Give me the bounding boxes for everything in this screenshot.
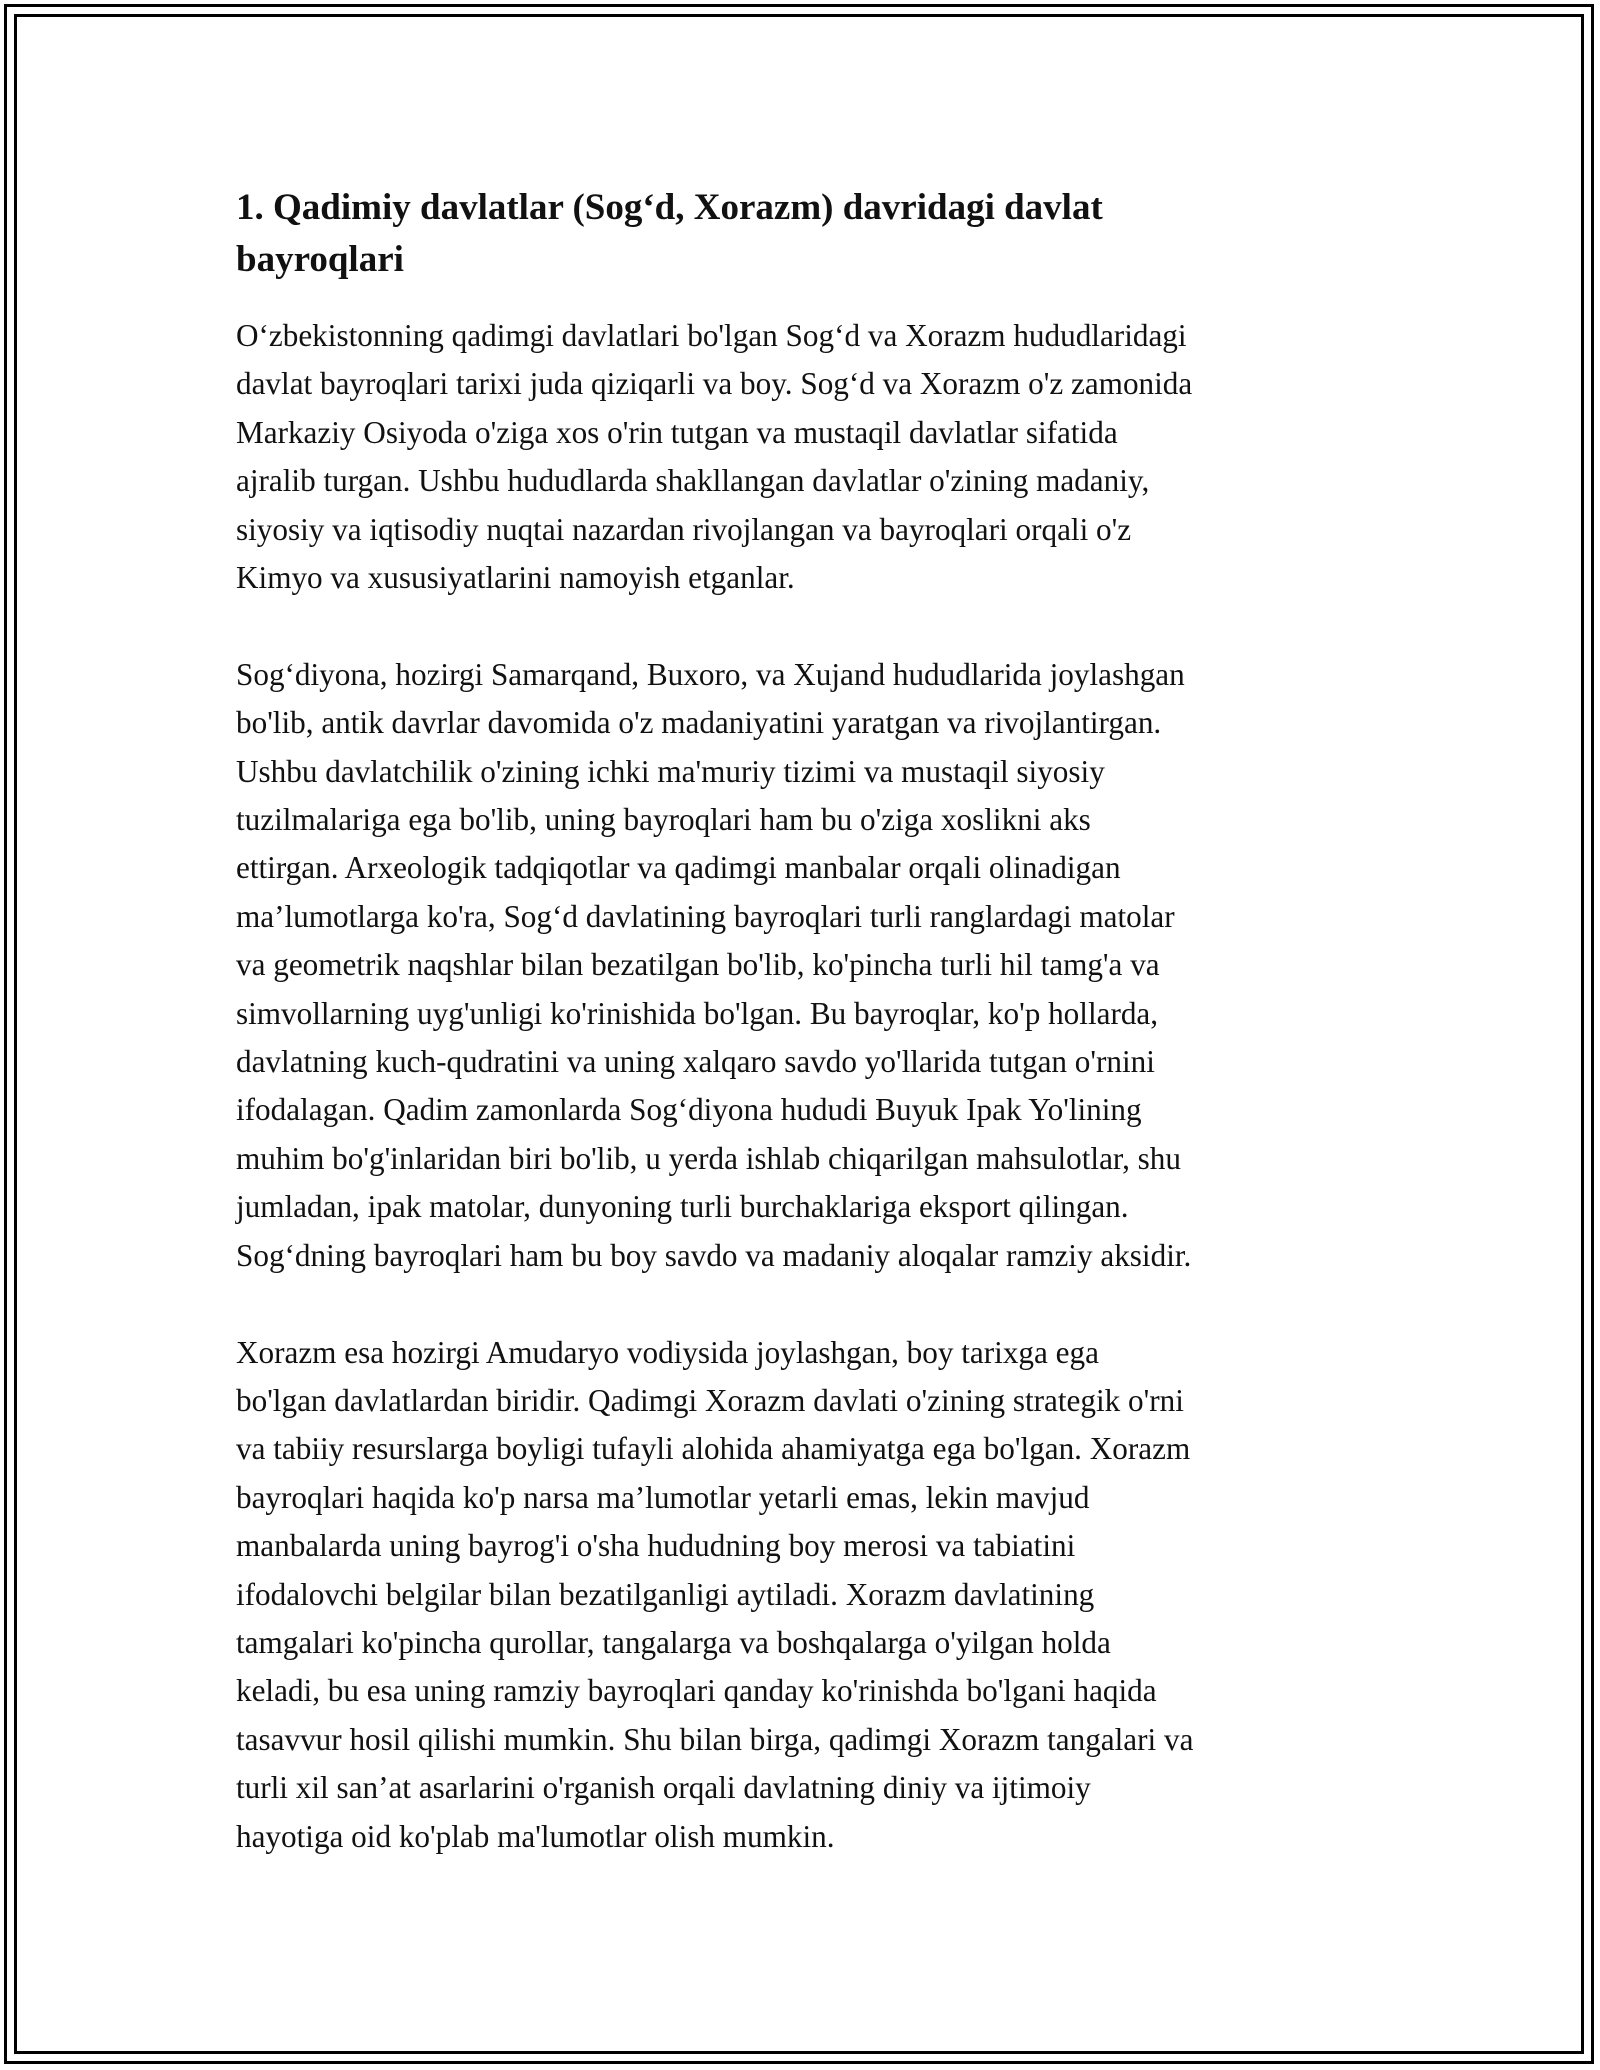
text-line: ma’lumotlarga ko'ra, Sog‘d davlatining bayroqlari turli ranglardagi matolar [236, 898, 1175, 934]
text-line: va geometrik naqshlar bilan bezatilgan bo'lib, ko'pincha turli hil tamg'a va [236, 947, 1160, 983]
text-line: turli xil san’at asarlarini o'rganish orqali davlatning diniy va ijtimoiy [236, 1770, 1091, 1806]
text-line: simvollarning uyg'unligi ko'rinishida bo'lgan. Bu bayroqlar, ko'p hollarda, [236, 995, 1159, 1031]
section-heading [236, 182, 1366, 286]
text-line: bo'lib, antik davrlar davomida o'z madaniyatini yaratgan va rivojlantirgan. [236, 705, 1162, 741]
text-line: keladi, bu esa uning ramziy bayroqlari qanday ko'rinishda bo'lgani haqida [236, 1673, 1157, 1709]
text-line: Sog‘diyona, hozirgi Samarqand, Buxoro, va Xujand hududlarida joylashgan [236, 656, 1185, 692]
text-line: bo'lgan davlatlardan biridir. Qadimgi Xorazm davlati o'zining strategik o'rni [236, 1382, 1184, 1418]
text-line: tamgalari ko'pincha qurollar, tangalarga va boshqalarga o'yilgan holda [236, 1624, 1111, 1660]
text-line: Kimyo va xususiyatlarini namoyish etganlar. [236, 560, 795, 596]
document-page [236, 182, 1366, 1861]
text-line: davlat bayroqlari tarixi juda qiziqarli va boy. Sog‘d va Xorazm o'z zamonida [236, 366, 1193, 402]
text-line: O‘zbekistonning qadimgi davlatlari bo'lgan Sog‘d va Xorazm hududlaridagi [236, 318, 1187, 353]
text-line: Xorazm esa hozirgi Amudaryo vodiysida joylashgan, boy tarixga ega [236, 1334, 1099, 1370]
text-line: Ushbu davlatchilik o'zining ichki ma'muriy tizimi va mustaqil siyosiy [236, 753, 1105, 789]
text-line: manbalarda uning bayrog'i o'sha hududning boy merosi va tabiatini [236, 1528, 1076, 1564]
text-line: muhim bo'g'inlaridan biri bo'lib, u yerda ishlab chiqarilgan mahsulotlar, shu [236, 1140, 1181, 1176]
text-line: ajralib turgan. Ushbu hududlarda shakllangan davlatlar o'zining madaniy, [236, 463, 1150, 499]
text-line: ifodalagan. Qadim zamonlarda Sog‘diyona hududi Buyuk Ipak Yo'lining [236, 1092, 1142, 1128]
text-line: bayroqlari haqida ko'p narsa ma’lumotlar yetarli emas, lekin mavjud [236, 1479, 1090, 1515]
text-line: ifodalovchi belgilar bilan bezatilganligi aytiladi. Xorazm davlatining [236, 1576, 1095, 1612]
text-line: ettirgan. Arxeologik tadqiqotlar va qadimgi manbalar orqali olinadigan [236, 850, 1121, 886]
paragraph-intro [236, 312, 1366, 602]
text-line: tasavvur hosil qilishi mumkin. Shu bilan birga, qadimgi Xorazm tangalari va [236, 1721, 1194, 1757]
text-line: Sog‘dning bayroqlari ham bu boy savdo va madaniy aloqalar ramziy aksidir. [236, 1237, 1192, 1273]
text-line: hayotiga oid ko'plab ma'lumotlar olish mumkin. [236, 1818, 835, 1854]
text-line: jumladan, ipak matolar, dunyoning turli burchaklariga eksport qilingan. [236, 1189, 1129, 1225]
text-line: siyosiy va iqtisodiy nuqtai nazardan rivojlangan va bayroqlari orqali o'z [236, 511, 1132, 547]
paragraph-sogdiana [236, 651, 1366, 1280]
heading-line: 1. Qadimiy davlatlar (Sog‘d, Xorazm) davridagi davlat [236, 187, 1103, 228]
text-line: tuzilmalariga ega bo'lib, uning bayroqlari ham bu o'ziga xoslikni aks [236, 802, 1091, 838]
text-line: Markaziy Osiyoda o'ziga xos o'rin tutgan va mustaqil davlatlar sifatida [236, 414, 1118, 450]
heading-line: bayroqlari [236, 239, 404, 280]
text-line: davlatning kuch-qudratini va uning xalqaro savdo yo'llarida tutgan o'rnini [236, 1044, 1155, 1080]
text-line: va tabiiy resurslarga boyligi tufayli alohida ahamiyatga ega bo'lgan. Xorazm [236, 1431, 1191, 1467]
paragraph-khorezm [236, 1329, 1366, 1861]
